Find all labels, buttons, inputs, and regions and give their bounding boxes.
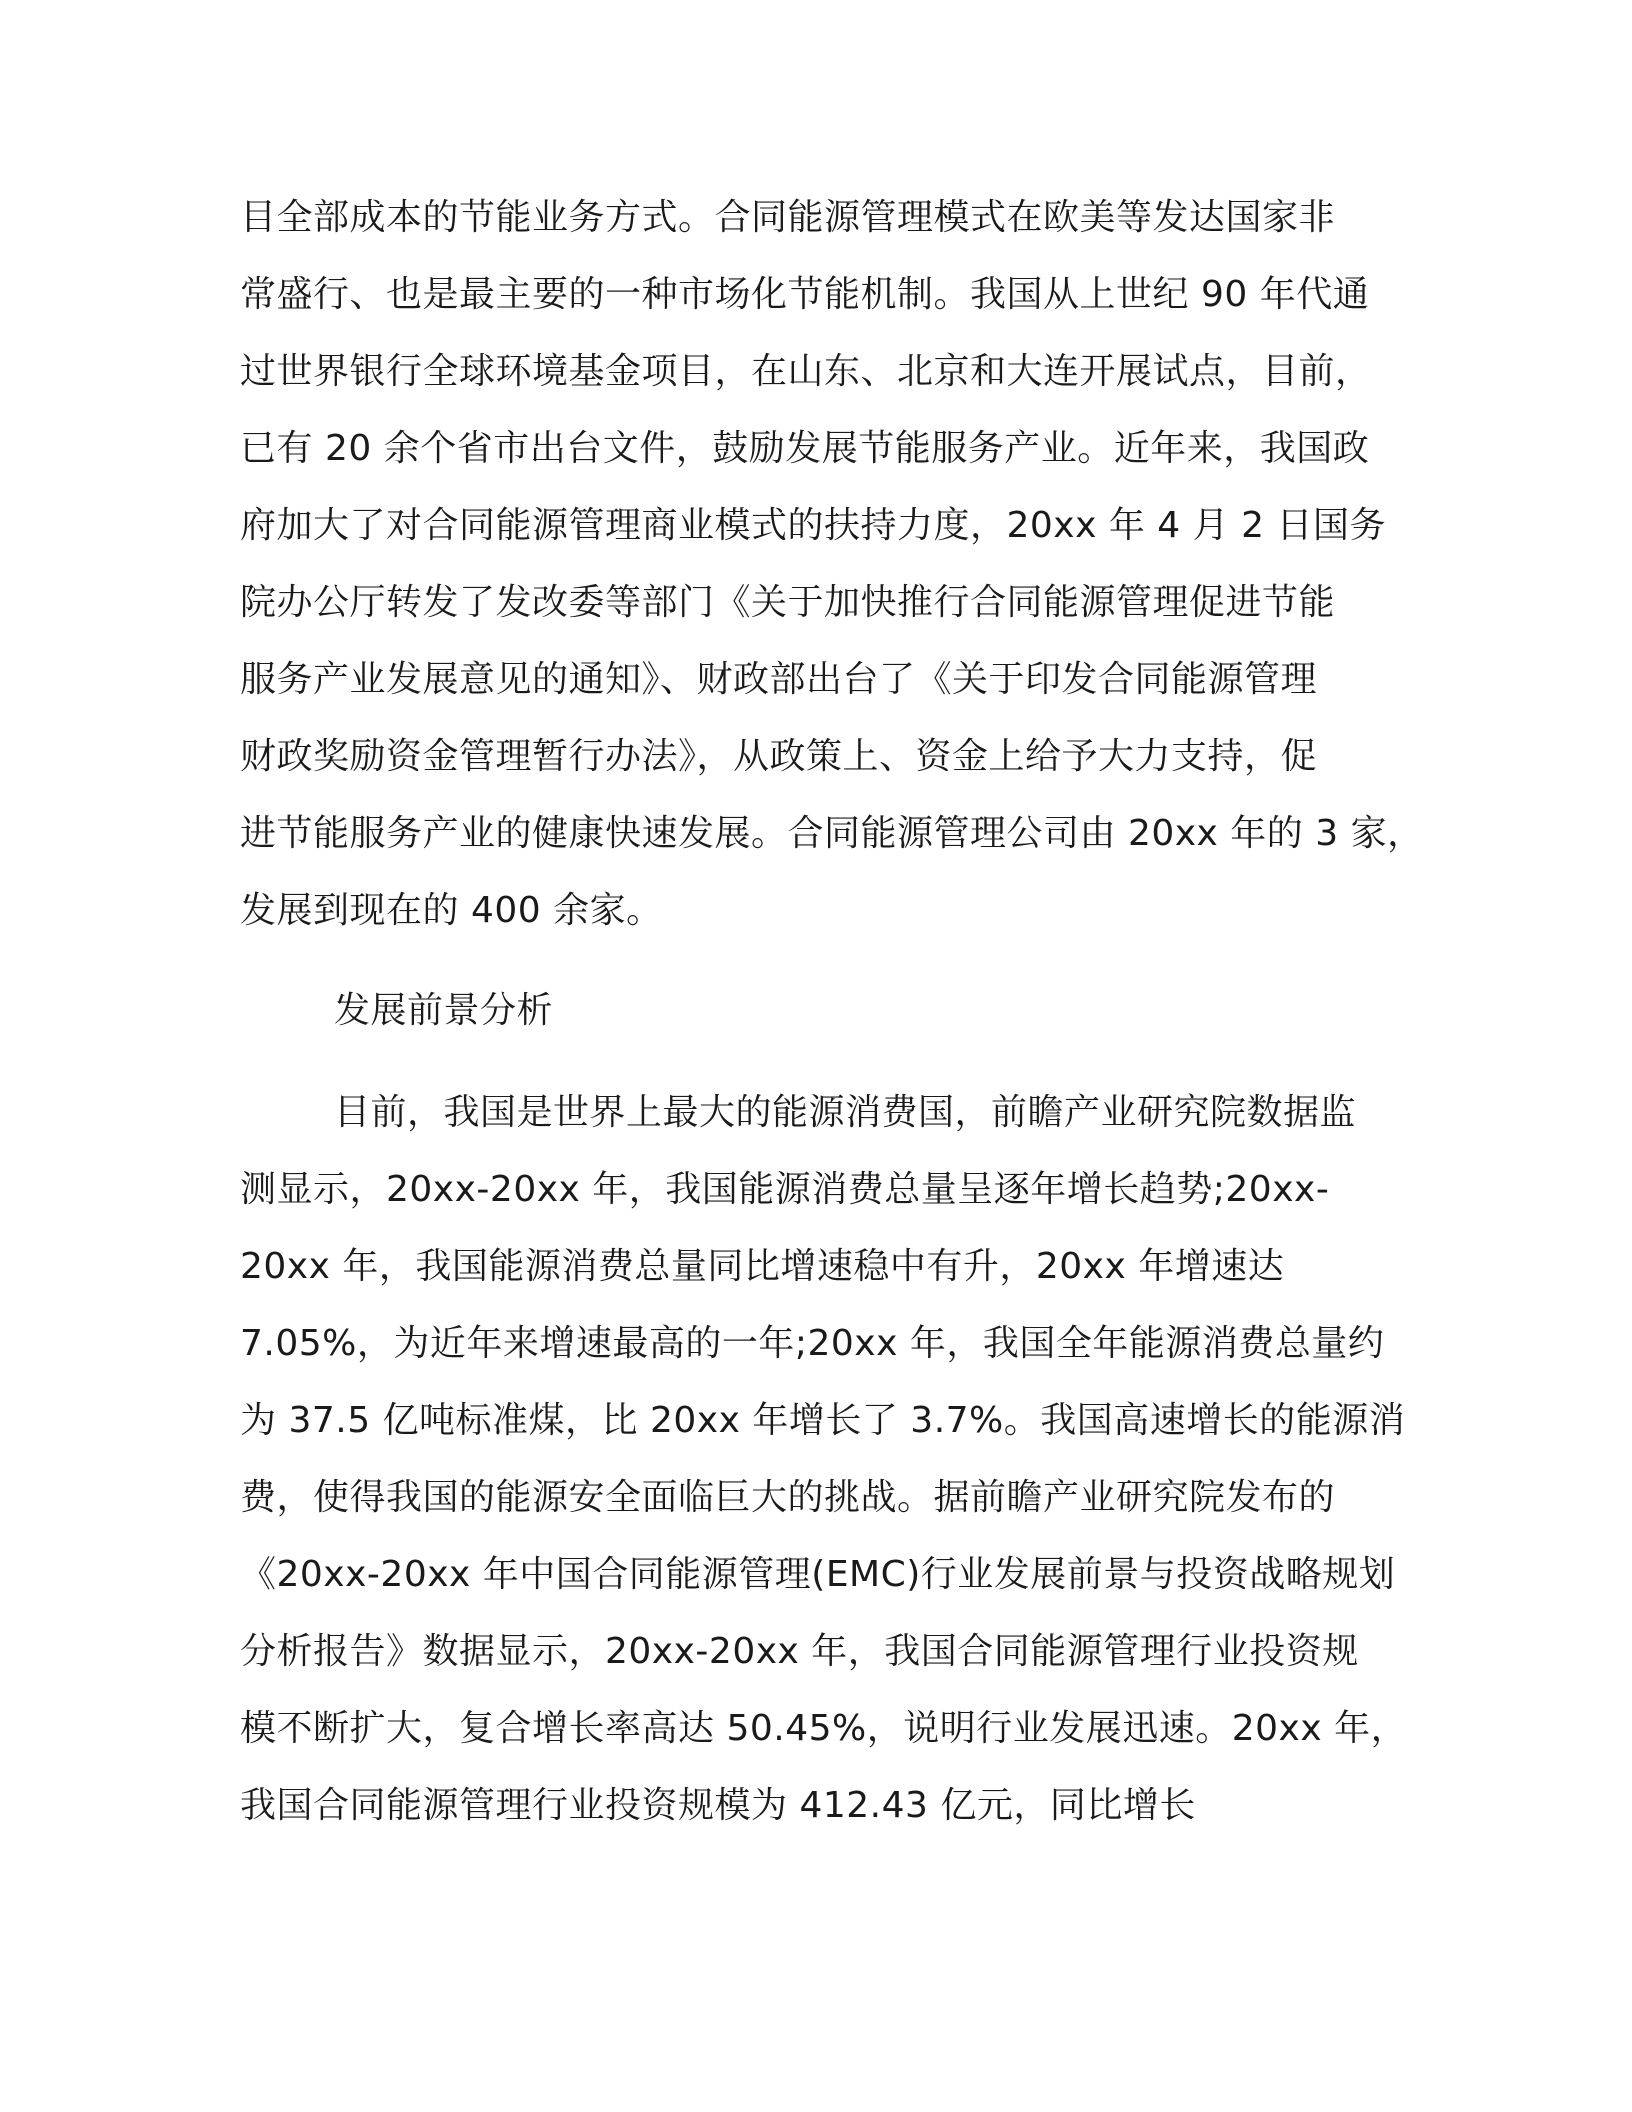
- paragraph-line: 服务产业发展意见的通知》、财政部出台了《关于印发合同能源管理: [240, 659, 1318, 700]
- section-heading: 发展前景分析: [334, 990, 554, 1031]
- paragraph-line: 《20xx-20xx 年中国合同能源管理(EMC)行业发展前景与投资战略规划: [240, 1554, 1396, 1595]
- paragraph-line: 我国合同能源管理行业投资规模为 412.43 亿元，同比增长: [240, 1785, 1196, 1826]
- paragraph-line: 7.05%，为近年来增速最高的一年;20xx 年，我国全年能源消费总量约: [240, 1323, 1385, 1364]
- paragraph-line: 目前，我国是世界上最大的能源消费国，前瞻产业研究院数据监: [334, 1092, 1357, 1133]
- paragraph-line: 20xx 年，我国能源消费总量同比增速稳中有升，20xx 年增速达: [240, 1246, 1285, 1287]
- paragraph-line: 进节能服务产业的健康快速发展。合同能源管理公司由 20xx 年的 3 家，: [240, 813, 1424, 854]
- paragraph-line: 费，使得我国的能源安全面临巨大的挑战。据前瞻产业研究院发布的: [240, 1477, 1336, 1518]
- paragraph-line: 财政奖励资金管理暂行办法》，从政策上、资金上给予大力支持，促: [240, 736, 1318, 777]
- paragraph-line: 院办公厅转发了发改委等部门《关于加快推行合同能源管理促进节能: [240, 582, 1336, 623]
- paragraph-line: 测显示，20xx-20xx 年，我国能源消费总量呈逐年增长趋势;20xx-: [240, 1169, 1330, 1210]
- paragraph-line: 府加大了对合同能源管理商业模式的扶持力度，20xx 年 4 月 2 日国务: [240, 505, 1386, 546]
- paragraph-line: 已有 20 余个省市出台文件，鼓励发展节能服务产业。近年来，我国政: [240, 428, 1370, 469]
- paragraph-line: 为 37.5 亿吨标准煤，比 20xx 年增长了 3.7%。我国高速增长的能源消: [240, 1400, 1406, 1441]
- paragraph-line: 常盛行、也是最主要的一种市场化节能机制。我国从上世纪 90 年代通: [240, 274, 1370, 315]
- paragraph-line: 分析报告》数据显示，20xx-20xx 年，我国合同能源管理行业投资规: [240, 1631, 1359, 1672]
- paragraph-line: 目全部成本的节能业务方式。合同能源管理模式在欧美等发达国家非: [240, 197, 1336, 238]
- paragraph-line: 发展到现在的 400 余家。: [240, 890, 663, 931]
- paragraph-line: 过世界银行全球环境基金项目，在山东、北京和大连开展试点，目前，: [240, 351, 1372, 392]
- paragraph-line: 模不断扩大，复合增长率高达 50.45%，说明行业发展迅速。20xx 年，: [240, 1708, 1408, 1749]
